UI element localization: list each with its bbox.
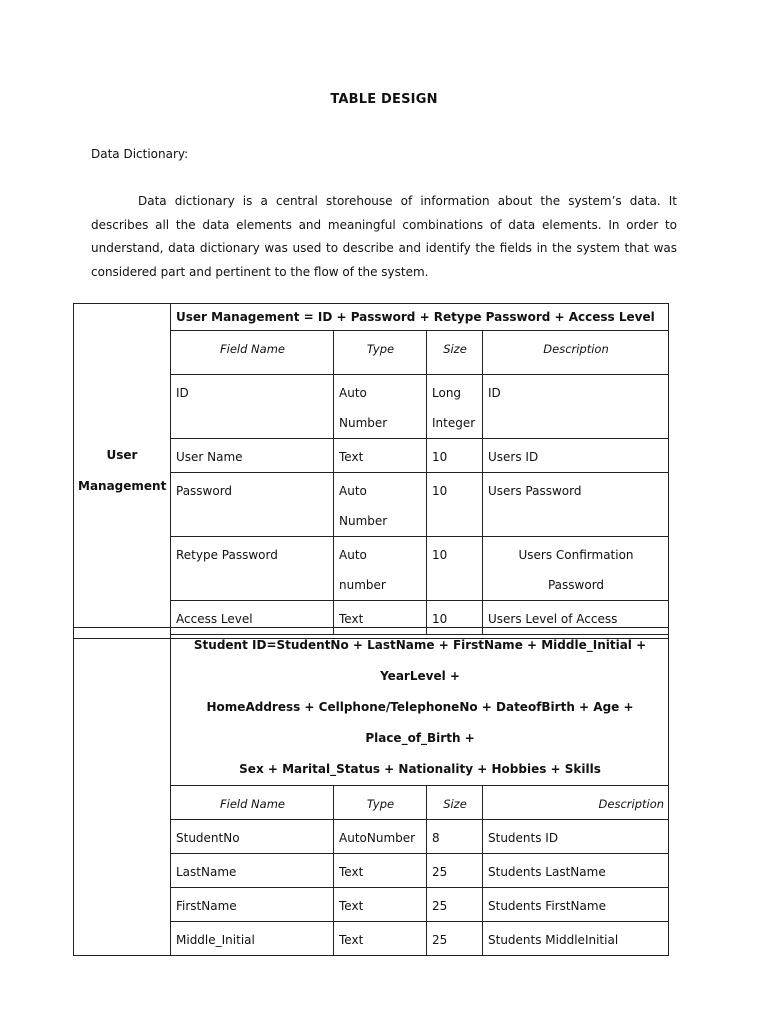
cell-size: 8 <box>427 820 483 854</box>
user-management-formula: User Management = ID + Password + Retype Password + Access Level <box>171 304 669 331</box>
page-title: TABLE DESIGN <box>330 92 438 107</box>
cell-description: Students ID <box>483 820 669 854</box>
cell-description-line1: Users Confirmation <box>518 548 634 562</box>
student-formula-line3: Sex + Marital_Status + Nationality + Hobbies + Skills <box>239 762 601 776</box>
cell-type-line1: Auto <box>339 484 367 498</box>
header-description: Description <box>483 786 669 820</box>
header-type: Type <box>334 331 427 375</box>
student-formula-line1: Student ID=StudentNo + LastName + FirstName + Middle_Initial + YearLevel + <box>193 638 647 683</box>
cell-type-line2: Number <box>339 416 388 430</box>
cell-description: Students MiddleInitial <box>483 922 669 956</box>
side-label-line1: User <box>106 448 138 462</box>
cell-description: Users ID <box>483 439 669 473</box>
section-heading: Data Dictionary: <box>91 147 189 161</box>
cell-type-line2: number <box>339 578 386 592</box>
cell-field: ID <box>171 375 334 439</box>
cell-field: StudentNo <box>171 820 334 854</box>
cell-size-line1: Long <box>432 386 462 400</box>
cell-size-line2: Integer <box>432 416 476 430</box>
student-side-cell <box>74 628 171 956</box>
cell-description: Users Password <box>483 473 669 537</box>
cell-size: 25 <box>427 854 483 888</box>
cell-description: Users Level of Access <box>483 601 669 635</box>
cell-description: Students LastName <box>483 854 669 888</box>
cell-type <box>334 375 427 439</box>
student-formula <box>171 628 669 786</box>
cell-size: 25 <box>427 888 483 922</box>
cell-type: AutoNumber <box>334 820 427 854</box>
cell-field: Access Level <box>171 601 334 635</box>
cell-field: Middle_Initial <box>171 922 334 956</box>
cell-field: User Name <box>171 439 334 473</box>
cell-size: 10 <box>427 601 483 635</box>
cell-description-line2: Password <box>547 578 605 592</box>
header-size: Size <box>427 786 483 820</box>
cell-description <box>483 537 669 601</box>
user-management-side-label <box>74 304 171 639</box>
cell-field: Retype Password <box>171 537 334 601</box>
cell-size: 10 <box>427 473 483 537</box>
cell-type: Text <box>334 922 427 956</box>
intro-paragraph: Data dictionary is a central storehouse of information about the system’s data. It describes all the data elements and meaningful combinations of data elements. In order to understand, data dictionary was used to describe and identify the fields in the system that was considered part and pertinent to the flow of the system. <box>91 194 677 279</box>
student-table <box>73 627 669 956</box>
cell-type: Text <box>334 854 427 888</box>
cell-type: Text <box>334 601 427 635</box>
cell-field: Password <box>171 473 334 537</box>
user-management-table <box>73 303 669 639</box>
cell-type-line1: Auto <box>339 386 367 400</box>
header-field-name: Field Name <box>171 331 334 375</box>
cell-type-line2: Number <box>339 514 388 528</box>
cell-type: Text <box>334 888 427 922</box>
side-label-line2: Management <box>78 479 167 493</box>
header-description: Description <box>483 331 669 375</box>
header-size: Size <box>427 331 483 375</box>
cell-size: 10 <box>427 439 483 473</box>
cell-type-line1: Auto <box>339 548 367 562</box>
cell-type: Text <box>334 439 427 473</box>
student-formula-line2: HomeAddress + Cellphone/TelephoneNo + DateofBirth + Age + Place_of_Birth + <box>206 700 634 745</box>
cell-description: ID <box>483 375 669 439</box>
header-field-name: Field Name <box>171 786 334 820</box>
cell-size: 10 <box>427 537 483 601</box>
cell-description: Students FirstName <box>483 888 669 922</box>
header-type: Type <box>334 786 427 820</box>
cell-type <box>334 473 427 537</box>
cell-size: 25 <box>427 922 483 956</box>
cell-type <box>334 537 427 601</box>
cell-field: LastName <box>171 854 334 888</box>
cell-field: FirstName <box>171 888 334 922</box>
cell-size <box>427 375 483 439</box>
